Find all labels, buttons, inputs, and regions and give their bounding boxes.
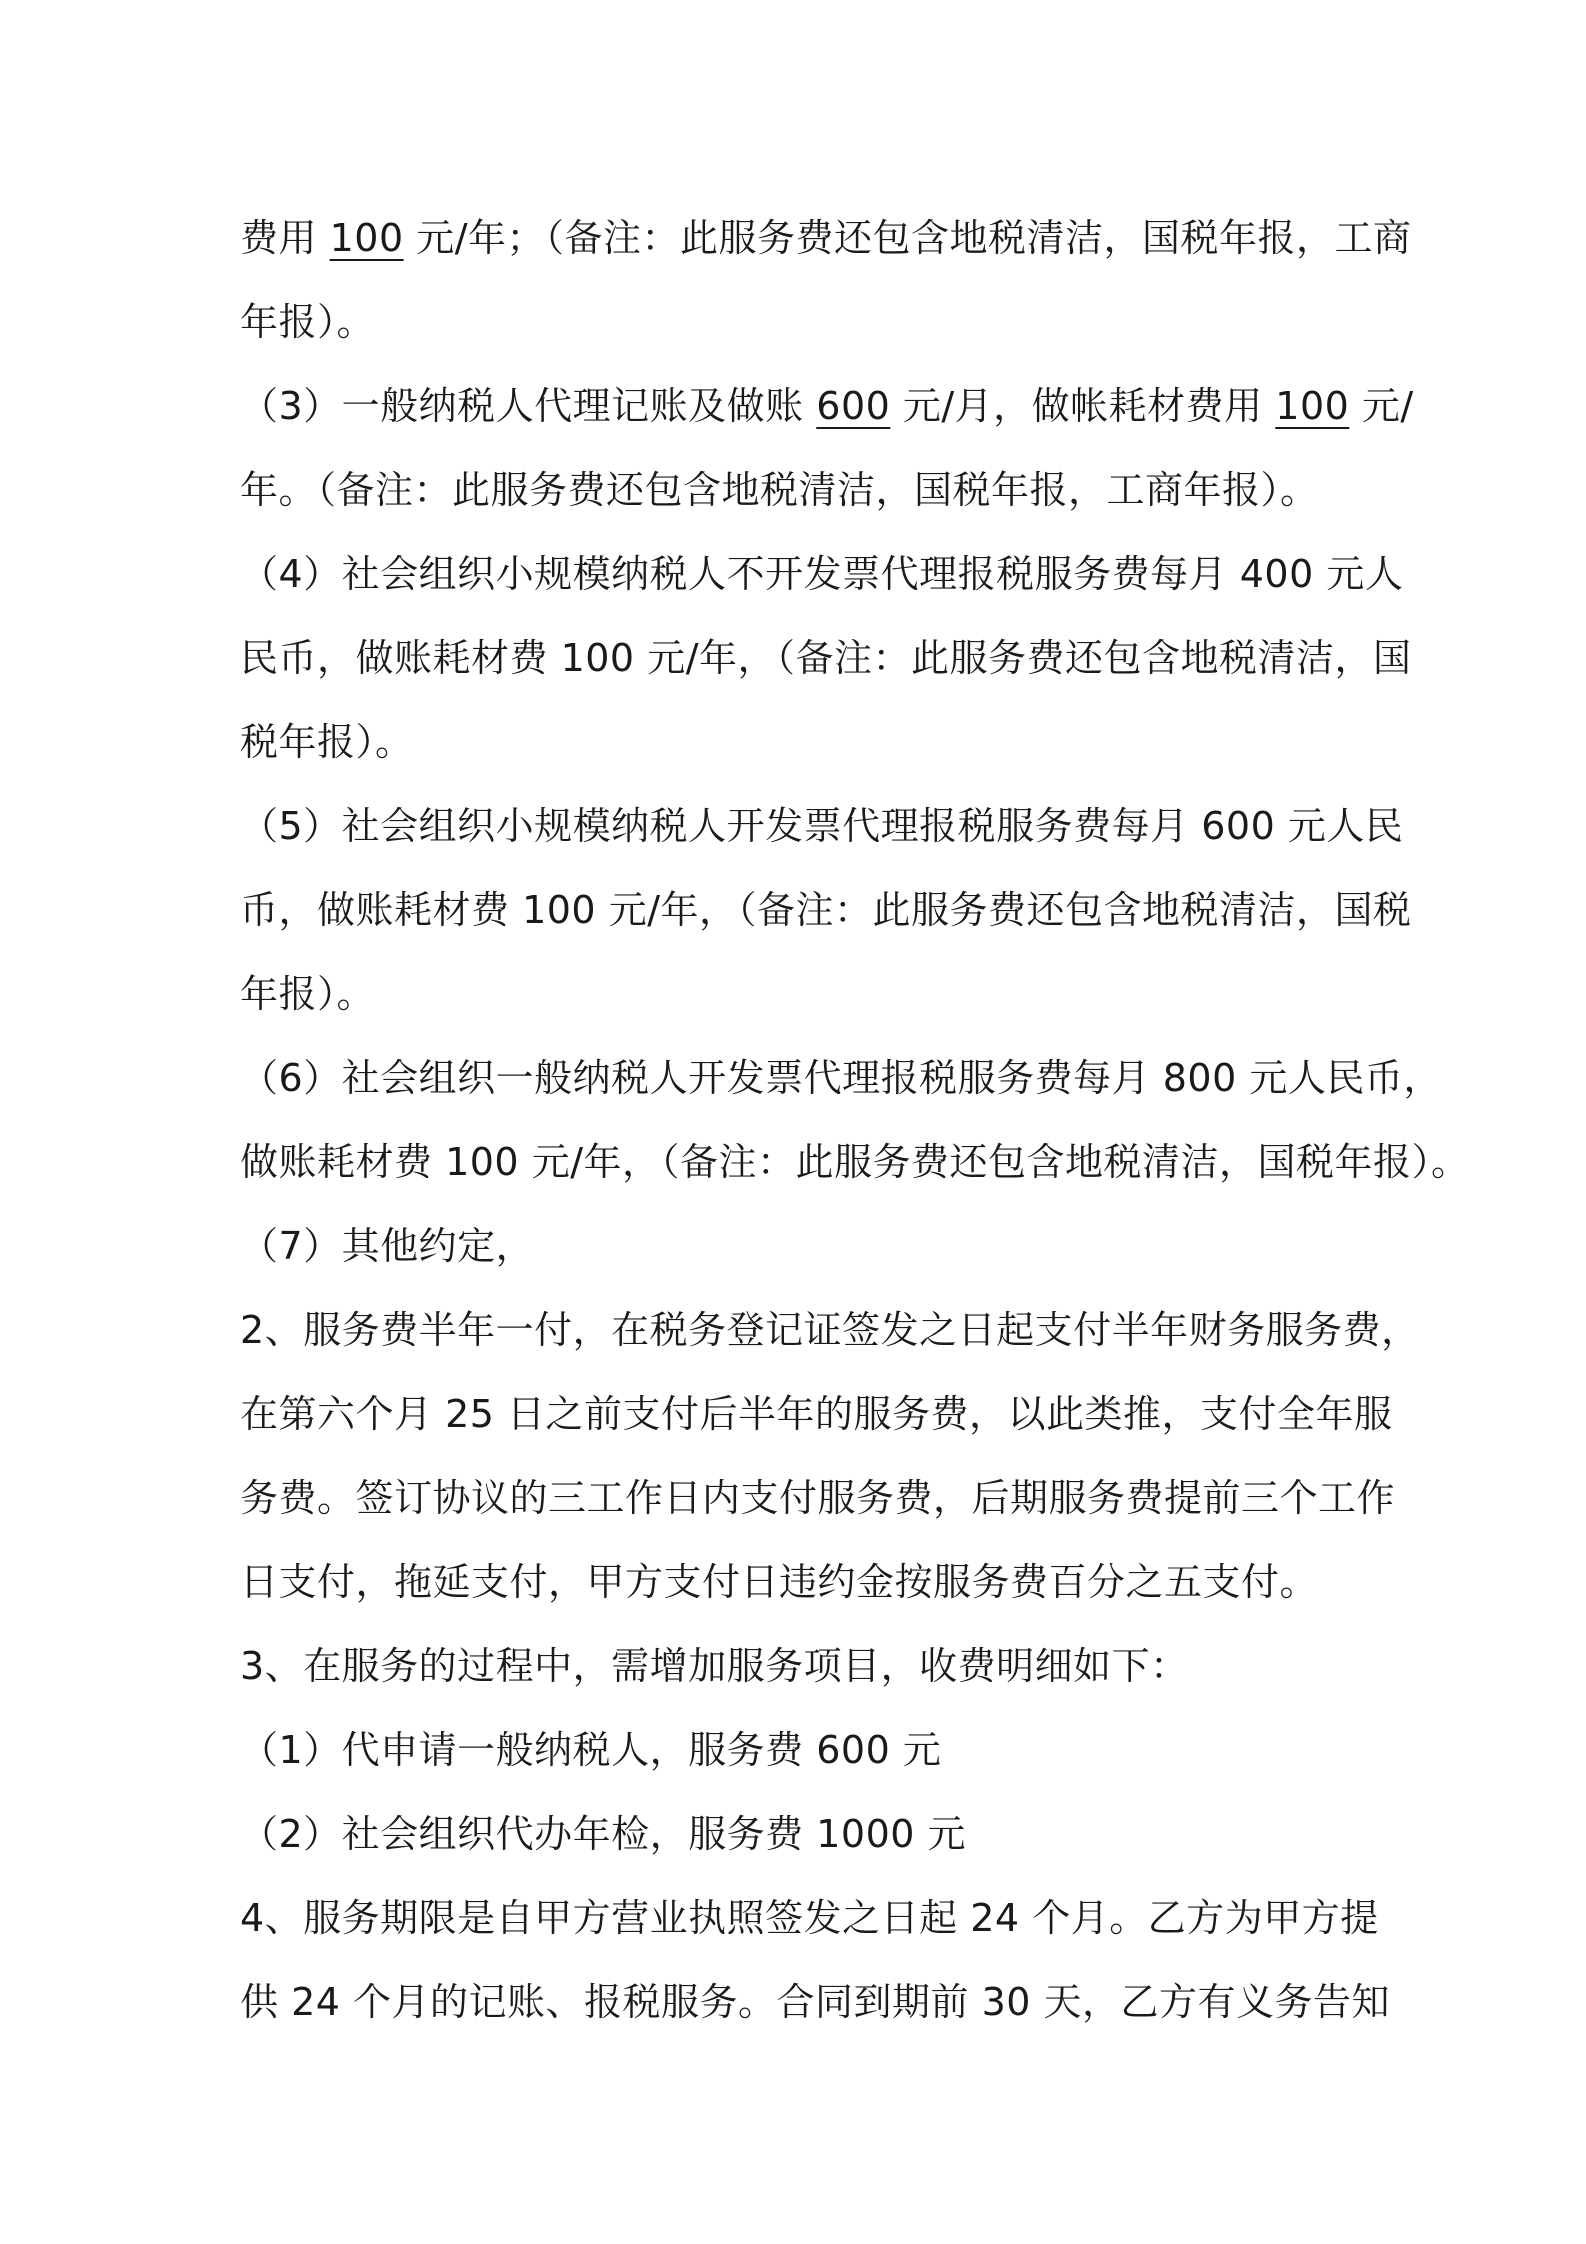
text-line-11 <box>240 1036 1442 1120</box>
text-line-15 <box>240 1372 1393 1456</box>
text-segment: （6）社会组织一般纳税人开发票代理报税服务费每月 800 元人民币， <box>240 1056 1442 1100</box>
text-segment: 币，做账耗材费 100 元/年，（备注：此服务费还包含地税清洁，国税 <box>240 888 1412 932</box>
text-line-18 <box>240 1624 1360 1708</box>
text-segment: （7）其他约定， <box>240 1224 535 1268</box>
text-line-3 <box>240 364 1414 448</box>
text-segment: 务费。签订协议的三工作日内支付服务费，后期服务费提前三个工作 <box>240 1476 1396 1520</box>
text-line-12 <box>240 1120 1470 1204</box>
text-segment: （2）社会组织代办年检，服务费 1000 元 <box>240 1812 967 1856</box>
text-segment: 年。（备注：此服务费还包含地税清洁，国税年报，工商年报）。 <box>240 468 1319 512</box>
text-segment: 税年报）。 <box>240 720 414 764</box>
text-line-1 <box>240 196 1412 280</box>
text-segment: 元/年；（备注：此服务费还包含地税清洁，国税年报，工商 <box>403 216 1412 260</box>
text-segment: 元/ <box>1349 384 1414 428</box>
text-segment: 年报）。 <box>240 300 376 344</box>
text-line-5 <box>240 532 1404 616</box>
text-segment: 2、服务费半年一付，在税务登记证签发之日起支付半年财务服务费， <box>240 1308 1420 1352</box>
text-segment: （5）社会组织小规模纳税人开发票代理报税服务费每月 600 元人民 <box>240 804 1404 848</box>
text-segment: 4、服务期限是自甲方营业执照签发之日起 24 个月。乙方为甲方提 <box>240 1896 1379 1940</box>
text-segment: 在第六个月 25 日之前支付后半年的服务费，以此类推，支付全年服 <box>240 1392 1393 1436</box>
text-segment: （1）代申请一般纳税人，服务费 600 元 <box>240 1728 942 1772</box>
text-segment: 日支付，拖延支付，甲方支付日违约金按服务费百分之五支付。 <box>240 1560 1319 1604</box>
underlined-value: 600 <box>816 384 891 428</box>
text-line-16 <box>240 1456 1396 1540</box>
text-segment: （4）社会组织小规模纳税人不开发票代理报税服务费每月 400 元人 <box>240 552 1404 596</box>
text-segment: 供 24 个月的记账、报税服务。合同到期前 30 天，乙方有义务告知 <box>240 1980 1391 2024</box>
document-body <box>240 196 1470 2044</box>
text-segment: 做账耗材费 100 元/年，（备注：此服务费还包含地税清洁，国税年报）。 <box>240 1140 1470 1184</box>
text-line-8 <box>240 784 1404 868</box>
text-line-17 <box>240 1540 1360 1624</box>
underlined-value: 100 <box>1275 384 1350 428</box>
text-line-21 <box>240 1876 1379 1960</box>
text-line-9 <box>240 868 1412 952</box>
text-segment: 元/月，做帐耗材费用 <box>890 384 1276 428</box>
text-line-2 <box>240 280 1360 364</box>
underlined-value: 100 <box>329 216 404 260</box>
text-line-6 <box>240 616 1412 700</box>
text-line-4 <box>240 448 1360 532</box>
text-segment: （3）一般纳税人代理记账及做账 <box>240 384 817 428</box>
text-line-13 <box>240 1204 1360 1288</box>
text-line-14 <box>240 1288 1420 1372</box>
text-segment: 3、在服务的过程中，需增加服务项目，收费明细如下： <box>240 1644 1189 1688</box>
text-line-20 <box>240 1792 1360 1876</box>
text-segment: 年报）。 <box>240 972 376 1016</box>
text-segment: 费用 <box>240 216 330 260</box>
text-line-10 <box>240 952 1360 1036</box>
text-segment: 民币，做账耗材费 100 元/年，（备注：此服务费还包含地税清洁，国 <box>240 636 1412 680</box>
text-line-22 <box>240 1960 1391 2044</box>
text-line-7 <box>240 700 1360 784</box>
text-line-19 <box>240 1708 1360 1792</box>
